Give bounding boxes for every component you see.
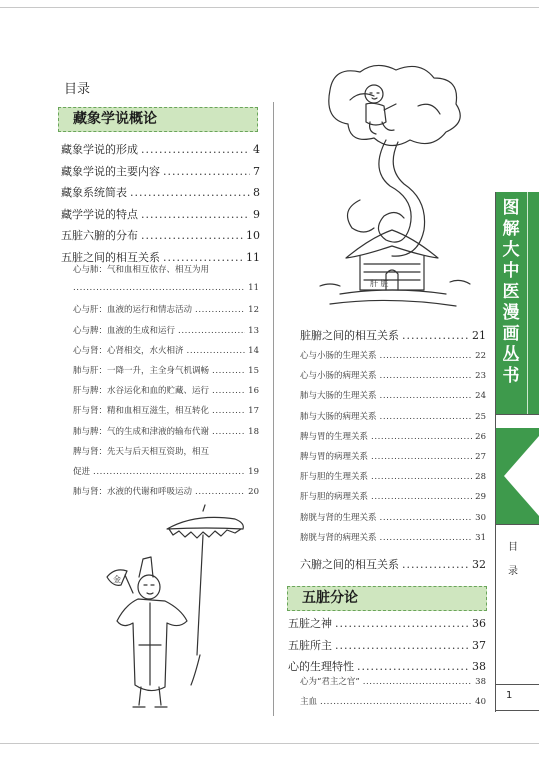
toc-subentry-page: 24 xyxy=(475,391,486,402)
toc-right-main-a xyxy=(300,327,486,349)
toc-right-section xyxy=(288,615,486,680)
toc-subentry[interactable] xyxy=(73,485,259,505)
series-title-char: 丛 xyxy=(502,345,520,365)
toc-leader xyxy=(141,229,243,242)
toc-subentry[interactable] xyxy=(300,531,486,551)
toc-leader xyxy=(212,386,245,396)
toc-subentry-title: 肝与胆的病理关系 xyxy=(300,492,369,503)
toc-subentry-title: 肺与肝：一降一升，主全身气机调畅 xyxy=(73,365,210,376)
side-tab-contents-char: 目 xyxy=(508,542,518,553)
toc-entry[interactable] xyxy=(61,163,260,185)
toc-entry-page: 7 xyxy=(253,164,260,178)
toc-leader xyxy=(178,326,245,336)
toc-entry-page: 36 xyxy=(472,617,486,630)
toc-subentry-title: 膀胱与肾的病理关系 xyxy=(300,532,377,543)
toc-subentry[interactable] xyxy=(300,430,486,450)
toc-subentry[interactable] xyxy=(73,303,259,323)
toc-subentry[interactable] xyxy=(73,384,259,404)
toc-entry-page: 37 xyxy=(472,638,486,652)
toc-entry-title: 五脏六腑的分布 xyxy=(61,229,138,242)
section-header-wuzang: 五脏分论 xyxy=(287,586,487,611)
toc-leader xyxy=(371,432,472,442)
toc-entry[interactable] xyxy=(300,556,486,578)
toc-subentry-title: 脾与胃的病理关系 xyxy=(300,451,369,462)
toc-leader xyxy=(130,186,250,199)
toc-leader xyxy=(141,208,250,221)
toc-subentry-page: 38 xyxy=(475,677,486,687)
toc-entry[interactable] xyxy=(61,141,260,163)
toc-subentry[interactable] xyxy=(73,324,259,344)
side-tab-divider xyxy=(496,414,539,415)
series-title-char: 漫 xyxy=(502,303,520,323)
toc-subentry-page: 25 xyxy=(475,411,486,422)
toc-entry-page: 4 xyxy=(253,143,260,156)
toc-subentry-title: 脾与肾：先天与后天相互资助，相互 xyxy=(73,446,210,457)
toc-subentry-page: 29 xyxy=(475,492,486,503)
toc-entry-title: 藏象系统简表 xyxy=(61,186,127,199)
toc-subentry-page: 18 xyxy=(248,426,259,437)
toc-leader xyxy=(363,677,472,687)
toc-subentry-page: 11 xyxy=(248,283,259,294)
toc-leader xyxy=(195,487,245,497)
series-title-char: 大 xyxy=(502,240,520,260)
toc-subentry-page: 31 xyxy=(475,532,486,543)
toc-leader xyxy=(141,143,250,156)
column-divider xyxy=(273,102,274,716)
toc-leader xyxy=(212,366,245,376)
toc-subentry[interactable] xyxy=(300,470,486,490)
toc-subentry[interactable] xyxy=(300,490,486,510)
toc-subentry-page: 23 xyxy=(475,371,486,382)
toc-right-section-sub xyxy=(300,675,486,715)
toc-left-sub xyxy=(73,263,259,505)
toc-leader xyxy=(335,617,469,630)
toc-entry-title: 心的生理特性 xyxy=(288,660,354,673)
toc-entry-page: 10 xyxy=(246,229,260,242)
toc-leader xyxy=(380,351,473,361)
toc-subentry[interactable] xyxy=(300,389,486,409)
toc-subentry-page: 12 xyxy=(248,305,259,316)
top-rule xyxy=(0,7,539,8)
toc-leader xyxy=(212,406,245,416)
toc-right-main-b xyxy=(300,556,486,578)
toc-subentry[interactable] xyxy=(300,450,486,470)
series-title-char: 画 xyxy=(502,324,520,344)
toc-subentry-title: 脾与胃的生理关系 xyxy=(300,431,369,442)
toc-subentry-title: 膀胱与肾的生理关系 xyxy=(300,512,377,523)
toc-subentry[interactable] xyxy=(300,675,486,695)
toc-leader xyxy=(195,305,245,315)
side-tab-divider xyxy=(496,524,539,525)
toc-entry[interactable] xyxy=(61,184,260,206)
toc-subentry-page: 16 xyxy=(248,386,259,397)
toc-leader xyxy=(402,558,469,571)
toc-entry-title: 五脏之间的相互关系 xyxy=(61,250,160,264)
toc-subentry-page: 15 xyxy=(248,365,259,376)
toc-leader xyxy=(357,660,469,673)
toc-subentry-title: 肝与肾：精和血相互滋生，相互转化 xyxy=(73,406,210,417)
bottom-rule xyxy=(0,743,539,744)
series-title-char: 解 xyxy=(502,219,520,239)
toc-subentry[interactable] xyxy=(73,364,259,384)
cloud-building-illustration xyxy=(300,60,485,320)
toc-subentry[interactable] xyxy=(300,410,486,430)
toc-leader xyxy=(320,697,472,707)
toc-leader xyxy=(380,391,473,401)
toc-entry-page: 11 xyxy=(246,250,260,264)
page-number: 1 xyxy=(506,690,513,701)
toc-leader xyxy=(73,283,245,293)
side-tab-strip xyxy=(527,192,528,414)
side-tab-contents-char: 录 xyxy=(508,566,518,577)
toc-leader xyxy=(380,533,473,543)
toc-subentry-title: 肺与大肠的病理关系 xyxy=(300,411,377,422)
toc-left-main xyxy=(61,141,260,270)
toc-entry-title: 藏学学说的特点 xyxy=(61,207,138,221)
series-title-char: 图 xyxy=(502,198,520,218)
side-tab-divider xyxy=(496,684,539,685)
toc-subentry-page: 20 xyxy=(248,487,259,498)
section-header-zangxiang: 藏象学说概论 xyxy=(58,107,258,132)
toc-entry-page: 38 xyxy=(472,660,486,673)
toc-entry-title: 五脏之神 xyxy=(288,617,332,630)
toc-leader xyxy=(402,329,469,342)
building-sign: 肝 脏 xyxy=(370,279,389,288)
toc-leader xyxy=(380,412,473,422)
side-tab-divider xyxy=(496,710,539,711)
toc-entry-title: 藏象学说的形成 xyxy=(61,143,138,156)
toc-subentry[interactable] xyxy=(73,344,259,364)
toc-subentry-title: 主血 xyxy=(300,697,318,708)
toc-subentry-title: 肝与脾：水谷运化和血的贮藏、运行 xyxy=(73,386,210,397)
toc-entry-page: 32 xyxy=(472,558,486,571)
toc-leader xyxy=(371,452,472,462)
series-title-char: 医 xyxy=(502,282,520,302)
series-title-char: 中 xyxy=(502,261,520,281)
toc-subentry-page: 22 xyxy=(475,351,486,361)
toc-subentry-title: 心与肾：心肾相交，水火相济 xyxy=(73,345,184,356)
toc-subentry[interactable] xyxy=(300,369,486,389)
series-title-char: 书 xyxy=(502,366,520,386)
side-tab-contents-label xyxy=(506,536,520,584)
toc-entry[interactable] xyxy=(300,327,486,349)
toc-leader xyxy=(380,371,473,381)
toc-leader xyxy=(163,165,250,178)
toc-subentry[interactable] xyxy=(300,695,486,715)
toc-leader xyxy=(212,427,245,437)
toc-subentry-title: 心为“君主之官” xyxy=(300,677,360,687)
toc-subentry[interactable] xyxy=(73,404,259,424)
toc-leader xyxy=(187,346,246,356)
toc-subentry-page: 27 xyxy=(475,451,486,462)
toc-entry-page: 21 xyxy=(472,329,486,342)
toc-entry-title: 脏腑之间的相互关系 xyxy=(300,329,399,342)
toc-subentry-title: 肺与大肠的生理关系 xyxy=(300,391,377,402)
toc-subentry-page: 19 xyxy=(248,466,259,477)
toc-leader xyxy=(93,467,245,477)
toc-entry-page: 8 xyxy=(253,186,260,199)
toc-subentry-title: 肝与胆的生理关系 xyxy=(300,472,369,483)
toc-subentry-title: 心与脾：血液的生成和运行 xyxy=(73,325,176,336)
toc-subentry[interactable] xyxy=(300,349,486,369)
toc-subentry[interactable] xyxy=(73,283,259,303)
toc-subentry-page: 40 xyxy=(475,697,486,708)
toc-subentry-page: 30 xyxy=(475,512,486,523)
toc-entry-title: 藏象学说的主要内容 xyxy=(61,164,160,178)
toc-subentry-page: 14 xyxy=(248,345,259,356)
toc-subentry-title: 肺与脾：气的生成和津液的输布代谢 xyxy=(73,426,210,437)
flag-glyph: 金 xyxy=(113,575,121,584)
toc-subentry-title: 心与肺：气和血相互依存、相互为用 xyxy=(73,265,210,275)
toc-subentry-page: 28 xyxy=(475,472,486,483)
toc-leader xyxy=(371,472,472,482)
toc-subentry[interactable] xyxy=(73,445,259,465)
toc-leader xyxy=(163,251,243,264)
toc-subentry-title: 心与小肠的生理关系 xyxy=(300,351,377,361)
toc-entry[interactable] xyxy=(288,615,486,637)
toc-entry-title: 五脏所主 xyxy=(288,638,332,652)
toc-entry[interactable] xyxy=(288,637,486,659)
toc-entry[interactable] xyxy=(61,227,260,249)
toc-subentry[interactable] xyxy=(73,263,259,283)
toc-subentry-title: 促进 xyxy=(73,466,91,477)
toc-entry[interactable] xyxy=(61,206,260,228)
toc-subentry-title: 肺与肾：水液的代谢和呼吸运动 xyxy=(73,487,193,498)
toc-subentry-title: 心与小肠的病理关系 xyxy=(300,371,377,382)
parasol-figure-illustration xyxy=(95,505,255,720)
series-title xyxy=(496,198,526,387)
page-title: 目录 xyxy=(64,82,91,97)
toc-subentry[interactable] xyxy=(73,425,259,445)
chevron-left-icon xyxy=(496,428,539,524)
toc-subentry-page: 13 xyxy=(248,325,259,336)
toc-entry-title: 六腑之间的相互关系 xyxy=(300,558,399,571)
toc-leader xyxy=(380,513,473,523)
toc-entry-page: 9 xyxy=(253,207,260,221)
toc-subentry-page: 17 xyxy=(248,406,259,417)
toc-right-sub xyxy=(300,349,486,551)
toc-subentry[interactable] xyxy=(73,465,259,485)
toc-subentry-title: 心与肝：血液的运行和情志活动 xyxy=(73,305,193,316)
toc-leader xyxy=(335,639,469,652)
toc-leader xyxy=(371,492,472,502)
toc-subentry-page: 26 xyxy=(475,431,486,442)
toc-subentry[interactable] xyxy=(300,511,486,531)
